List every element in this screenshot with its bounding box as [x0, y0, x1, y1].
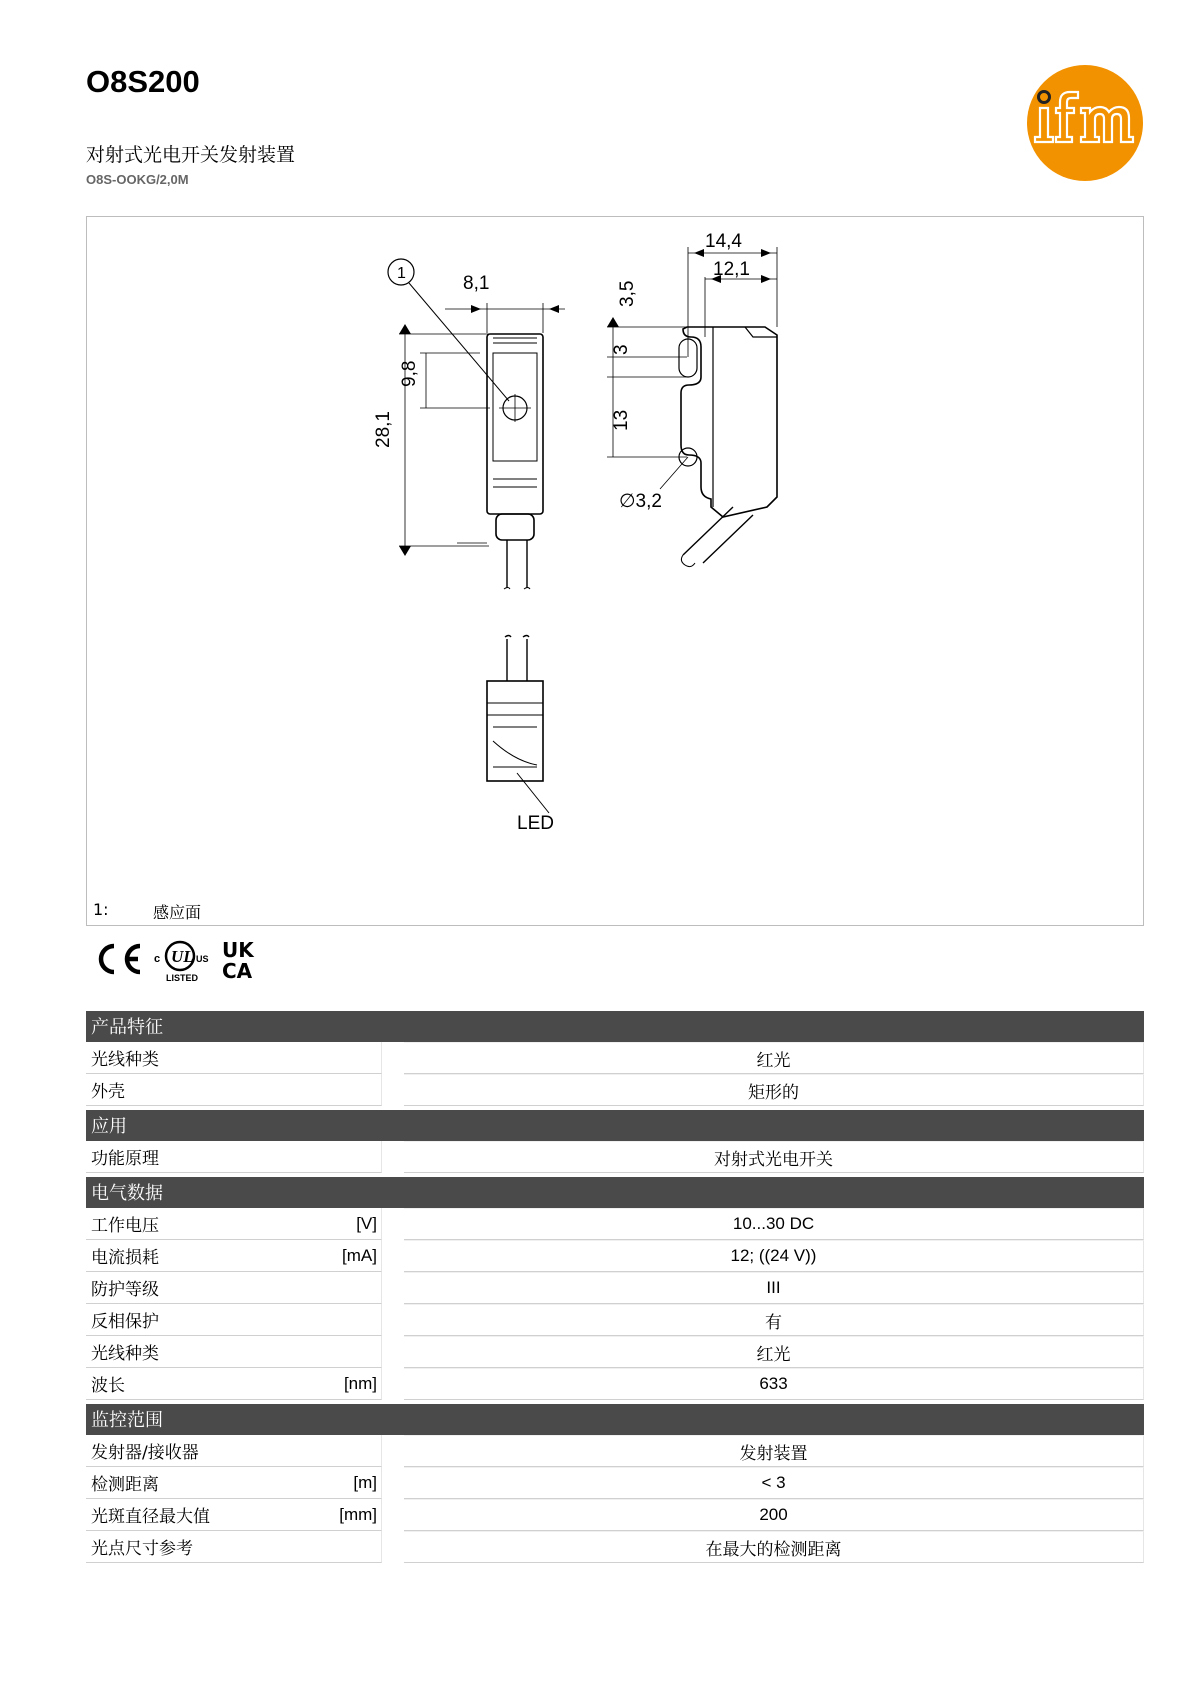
spec-value: 对射式光电开关: [404, 1141, 1144, 1173]
certification-marks: [92, 934, 264, 984]
spec-value: III: [404, 1272, 1144, 1304]
spec-unit: [nm]: [343, 1373, 377, 1393]
product-subtitle: 对射式光电开关发射装置: [86, 144, 296, 166]
spec-unit: [m]: [353, 1472, 377, 1492]
spec-label: 波长: [91, 1376, 125, 1396]
table-row: [86, 1042, 1144, 1074]
spec-table: [86, 1011, 1144, 1563]
article-number: O8S-OOKG/2,0M: [86, 172, 189, 187]
spec-value: 12; ((24 V)): [404, 1240, 1144, 1272]
spec-label: 工作电压: [91, 1216, 159, 1236]
spec-label: 电流损耗: [91, 1248, 159, 1268]
ul-listed-icon: [154, 934, 210, 984]
legend-text: 感应面: [153, 903, 202, 922]
table-row: [86, 1368, 1144, 1400]
spec-label: 外壳: [91, 1082, 125, 1102]
svg-text:LISTED: LISTED: [166, 973, 199, 983]
spec-label: 检测距离: [91, 1475, 159, 1495]
svg-text:∅3,2: ∅3,2: [619, 491, 662, 512]
svg-text:13: 13: [611, 409, 632, 431]
spec-label: 发射器/接收器: [91, 1443, 199, 1463]
ce-mark-icon: [92, 942, 144, 976]
svg-text:28,1: 28,1: [373, 411, 394, 448]
svg-text:UL: UL: [171, 947, 194, 966]
front-view: [388, 259, 565, 589]
svg-text:LED: LED: [517, 813, 554, 834]
svg-text:14,4: 14,4: [705, 231, 742, 252]
spec-label: 功能原理: [91, 1149, 159, 1169]
spec-label: 反相保护: [91, 1312, 159, 1332]
spec-value: 红光: [404, 1042, 1144, 1074]
svg-text:12,1: 12,1: [713, 259, 750, 280]
svg-text:3: 3: [611, 344, 632, 355]
svg-text:8,1: 8,1: [463, 273, 490, 294]
table-row: [86, 1240, 1144, 1272]
dimension-drawing: [86, 216, 1144, 926]
section-header: 产品特征: [86, 1011, 1144, 1042]
bottom-view: [487, 636, 549, 814]
table-row: [86, 1208, 1144, 1240]
legend-number: 1:: [93, 900, 109, 919]
spec-value: 发射装置: [404, 1435, 1144, 1467]
svg-text:3,5: 3,5: [617, 280, 638, 307]
spec-label: 光线种类: [91, 1050, 159, 1070]
spec-value: 在最大的检测距离: [404, 1531, 1144, 1563]
section-header: 电气数据: [86, 1177, 1144, 1208]
svg-text:US: US: [196, 954, 209, 964]
svg-text:1: 1: [397, 265, 406, 282]
svg-text:9,8: 9,8: [399, 360, 420, 387]
table-row: [86, 1141, 1144, 1173]
svg-text:UK: UK: [222, 938, 254, 962]
table-row: [86, 1304, 1144, 1336]
spec-value: 10...30 DC: [404, 1208, 1144, 1240]
spec-unit: [V]: [356, 1213, 377, 1233]
spec-unit: [mm]: [339, 1504, 377, 1524]
spec-value: 200: [404, 1499, 1144, 1531]
ifm-logo: [1026, 64, 1144, 182]
spec-label: 防护等级: [91, 1280, 159, 1300]
table-row: [86, 1467, 1144, 1499]
spec-label: 光斑直径最大值: [91, 1507, 210, 1527]
spec-value: 有: [404, 1304, 1144, 1336]
spec-unit: [mA]: [342, 1245, 377, 1265]
section-header: 监控范围: [86, 1404, 1144, 1435]
ukca-mark-icon: [220, 937, 264, 981]
spec-value: 633: [404, 1368, 1144, 1400]
table-row: [86, 1074, 1144, 1106]
spec-value: < 3: [404, 1467, 1144, 1499]
table-row: [86, 1499, 1144, 1531]
svg-text:c: c: [154, 953, 161, 965]
spec-label: 光点尺寸参考: [91, 1539, 193, 1559]
page-title: O8S200: [86, 64, 200, 99]
table-row: [86, 1272, 1144, 1304]
spec-label: 光线种类: [91, 1344, 159, 1364]
table-row: [86, 1435, 1144, 1467]
drawing-legend: [93, 900, 201, 923]
section-header: 应用: [86, 1110, 1144, 1141]
svg-text:CA: CA: [222, 959, 253, 981]
spec-value: 矩形的: [404, 1074, 1144, 1106]
table-row: [86, 1336, 1144, 1368]
table-row: [86, 1531, 1144, 1563]
spec-value: 红光: [404, 1336, 1144, 1368]
